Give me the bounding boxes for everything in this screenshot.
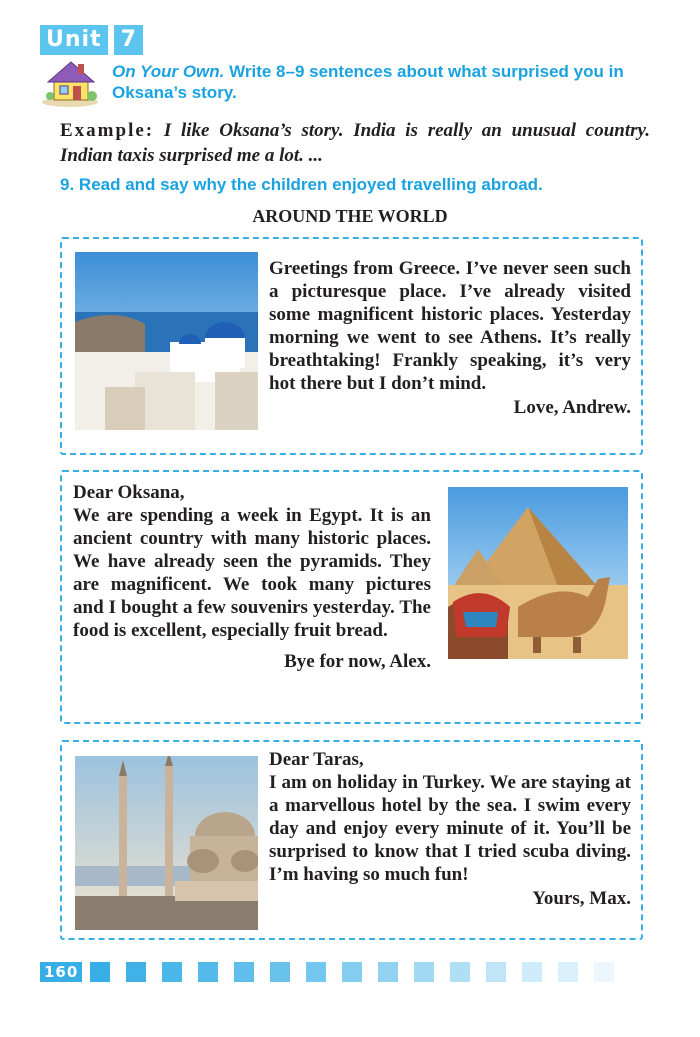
letter-egypt bbox=[73, 481, 431, 673]
house-icon bbox=[40, 58, 102, 108]
letter-greeting: Dear Taras, bbox=[269, 749, 364, 770]
postcard-greece bbox=[60, 237, 643, 455]
example-text: I like Oksana’s story. India is really an unusual country. Indian taxis surprised me a lot. ... bbox=[60, 120, 650, 166]
page-number: 160 bbox=[40, 962, 82, 982]
letter-signature: Bye for now, Alex. bbox=[284, 651, 431, 672]
decor-square bbox=[234, 962, 254, 982]
decor-square bbox=[594, 962, 614, 982]
letter-body: I am on holiday in Turkey. We are staying at a marvellous hotel by the sea. I swim every day and enjoy every minute of it. You’ll be surprised to know that I tried scuba diving. I’m having so much fun! bbox=[269, 772, 631, 885]
unit-badge bbox=[40, 25, 143, 55]
exercise-text: Read and say why the children enjoyed travelling abroad. bbox=[78, 175, 543, 194]
letter-greece bbox=[269, 257, 631, 419]
letter-body: Greetings from Greece. I’ve never seen such a picturesque place. I’ve already visited some magnificent historic places. Yesterday morning we went to see Athens. It’s really breathtaking! Frankly speaking, it’s very hot there but I don’t mind. bbox=[269, 258, 631, 394]
letter-signature: Love, Andrew. bbox=[513, 397, 631, 418]
postcard-turkey bbox=[60, 740, 643, 940]
decor-square bbox=[198, 962, 218, 982]
postcard-egypt bbox=[60, 470, 643, 724]
footer-decoration bbox=[90, 962, 630, 982]
mosque-photo bbox=[75, 756, 258, 930]
decor-square bbox=[522, 962, 542, 982]
decor-square bbox=[126, 962, 146, 982]
example-label: Example: bbox=[60, 120, 155, 141]
decor-square bbox=[450, 962, 470, 982]
unit-label: Unit bbox=[40, 25, 108, 55]
letter-greeting: Dear Oksana, bbox=[73, 482, 185, 503]
decor-square bbox=[378, 962, 398, 982]
unit-number: 7 bbox=[114, 25, 143, 55]
task-text: Write 8–9 sentences about what surprised you in Oksana’s story. bbox=[112, 62, 624, 102]
letter-signature: Yours, Max. bbox=[532, 888, 631, 909]
decor-square bbox=[342, 962, 362, 982]
task-instruction bbox=[112, 61, 672, 103]
decor-square bbox=[90, 962, 110, 982]
task-lead: On Your Own. bbox=[112, 62, 225, 81]
letter-body: We are spending a week in Egypt. It is an ancient country with many historic places. We have already seen the pyramids. They are magnificent. We took many pictures and I bought a few souvenirs yesterday. The food is excellent, especially fruit bread. bbox=[73, 505, 431, 641]
santorini-photo bbox=[75, 252, 258, 430]
decor-square bbox=[414, 962, 434, 982]
decor-square bbox=[486, 962, 506, 982]
page-footer bbox=[40, 962, 630, 982]
pyramids-photo bbox=[448, 487, 628, 659]
letter-turkey bbox=[269, 748, 631, 910]
section-title: AROUND THE WORLD bbox=[252, 206, 448, 226]
example bbox=[60, 118, 650, 168]
exercise-heading bbox=[60, 175, 543, 195]
decor-square bbox=[162, 962, 182, 982]
decor-square bbox=[270, 962, 290, 982]
exercise-number: 9. bbox=[60, 175, 75, 194]
decor-square bbox=[306, 962, 326, 982]
decor-square bbox=[558, 962, 578, 982]
